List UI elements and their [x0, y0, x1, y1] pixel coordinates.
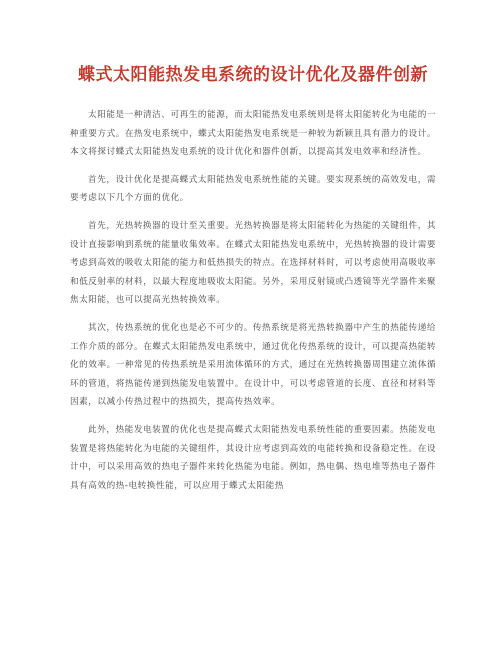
document-title: 蝶式太阳能热发电系统的设计优化及器件创新 — [78, 65, 428, 85]
paragraph-intro: 太阳能是一种清洁、可再生的能源，而太阳能热发电系统则是将太阳能转化为电能的一种重要方式。在热发电系统中，蝶式太阳能热发电系统是一种较为新颖且具有潜力的设计。本文将探讨蝶式太阳能热发电系统的设计优化和器件创新，以提高其发电效率和经济性。 — [70, 110, 436, 158]
paragraph-heat-transfer-system: 其次，传热系统的优化也是必不可少的。传热系统是将光热转换器中产生的热能传递给工作介质的部分。在蝶式太阳能热发电系统中，通过优化传热系统的设计，可以提高热能转化的效率。一种常见的传热系统是采用流体循环的方式，通过在光热转换器周围建立流体循环的管道，将热能传递到热能发电装置中。在设计中，可以考虑管道的长度、直径和材料等因素，以减小传热过程中的热损失，提高传热效率。 — [70, 322, 436, 408]
paragraph-photothermal-converter: 首先，光热转换器的设计至关重要。光热转换器是将太阳能转化为热能的关键组件，其设计直接影响到系统的能量收集效率。在蝶式太阳能热发电系统中，光热转换器的设计需要考虑到高效的吸收太阳能的能力和低热损失的特点。在选择材料时，可以考虑使用高吸收率和低反射率的材料，以最大程度地吸收太阳能。另外，采用反射镜或凸透镜等光学器件来聚焦太阳能，也可以提高光热转换效率。 — [70, 220, 436, 306]
paragraph-thermal-power-device: 此外，热能发电装置的优化也是提高蝶式太阳能热发电系统性能的重要因素。热能发电装置是将热能转化为电能的关键组件，其设计应考虑到高效的电能转换和设备稳定性。在设计中，可以采用高效的热电子器件来转化热能为电能。例如，热电偶、热电堆等热电子器件具有高效的热-电转换性能，可以应用于蝶式太阳能热 — [70, 424, 436, 491]
paragraph-design-optimization: 首先，设计优化是提高蝶式太阳能热发电系统性能的关键。要实现系统的高效发电，需要考虑以下几个方面的优化。 — [70, 174, 436, 204]
